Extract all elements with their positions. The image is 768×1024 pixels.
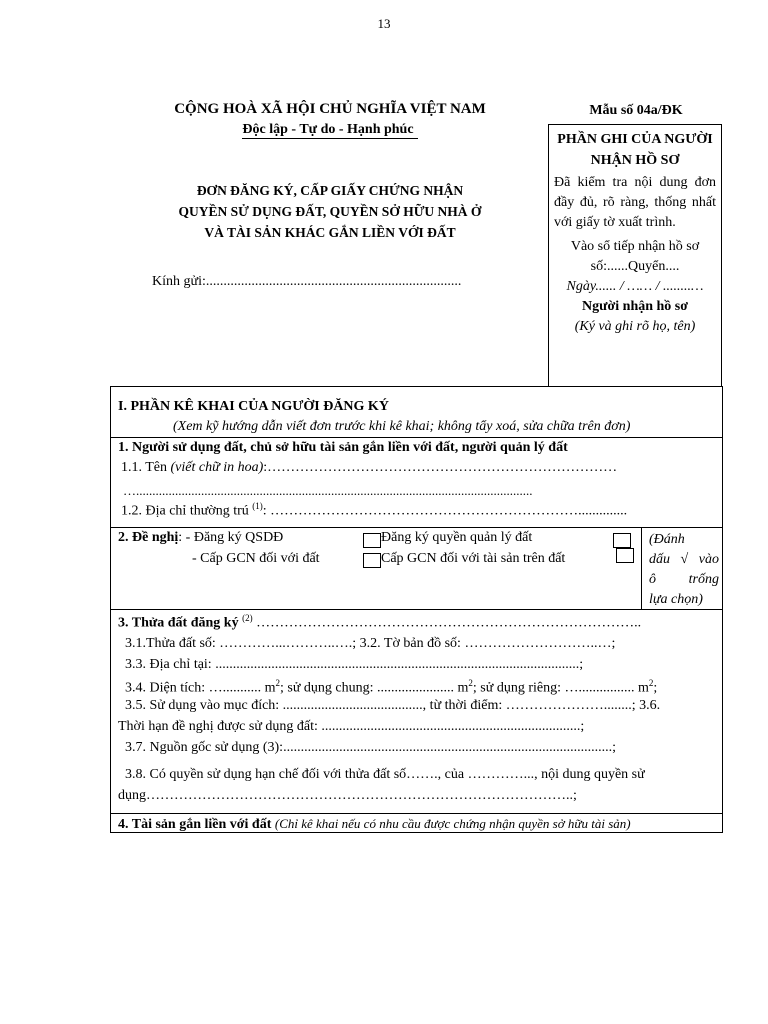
receiver-box-receiver-label: Người nhận hồ sơ <box>582 299 688 314</box>
receiver-box-title-line2: NHẬN HỒ SƠ <box>590 153 680 168</box>
address-label: 1.2. Địa chỉ thường trú <box>121 503 249 519</box>
restricted-rights-continuation[interactable]: dụng………………………………………………………………………………..; <box>118 788 577 803</box>
form-title-line1: ĐƠN ĐĂNG KÝ, CẤP GIẤY CHỨNG NHẬN <box>196 183 464 198</box>
checkbox-gcn-assets[interactable] <box>616 548 634 563</box>
area-shared-unit-exp: 2 <box>468 678 473 688</box>
land-use-term-row[interactable]: Thời hạn đề nghị được sử dụng đất: ..........................................................................; <box>118 719 585 734</box>
section4-row <box>118 816 631 833</box>
recipient-line[interactable]: Kính gửi:......................................................................... <box>152 274 462 289</box>
form-title-line3: VÀ TÀI SẢN KHÁC GẮN LIỀN VỚI ĐẤT <box>204 225 456 240</box>
receiver-box-register-line1: Vào sổ tiếp nhận hồ sơ <box>570 239 700 254</box>
option-register-qsdd-label: : - Đăng ký QSDĐ <box>178 530 284 545</box>
parcel-number-row[interactable]: 3.1.Thửa đất số: …………...………..….; 3.2. Tờ bản đồ số: ………………………..…; <box>125 636 616 651</box>
section2-side-note <box>649 530 719 610</box>
section1-name-row[interactable] <box>121 460 617 476</box>
divider-section1 <box>111 527 722 528</box>
form-code: Mẫu số 04a/ĐK <box>589 103 683 118</box>
parcel-area-row[interactable] <box>125 678 657 697</box>
receiver-box-checked-text: Đã kiểm tra nội dung đơn đầy đủ, rõ ràng, thống nhất với giấy tờ xuất trình. <box>554 175 716 230</box>
side-note-line4: lựa chọn) <box>649 592 703 607</box>
area-shared: ; sử dụng chung: ...................... m <box>280 680 469 696</box>
checkbox-gcn-land[interactable] <box>363 553 381 568</box>
form-title <box>130 180 530 243</box>
address-footnote: (1) <box>252 501 263 511</box>
area-total-unit-exp: 2 <box>275 678 280 688</box>
section3-title: 3. Thửa đất đăng ký <box>118 615 239 631</box>
area-private-unit-exp: 2 <box>648 678 654 688</box>
area-private: ; sử dụng riêng: …................ m <box>472 680 649 696</box>
divider-part1 <box>111 437 722 438</box>
nation-heading: CỘNG HOÀ XÃ HỘI CHỦ NGHĨA VIỆT NAM <box>174 101 486 117</box>
motto <box>130 122 530 138</box>
land-use-purpose-row[interactable]: 3.5. Sử dụng vào mục đích: ........................................, từ thời điểm: …………………........; 3.6. <box>125 698 661 713</box>
side-note-line2: dấu √ vào <box>649 552 719 567</box>
section3-footnote: (2) <box>242 613 253 623</box>
section3-title-dots: ……………………………………………………………………….. <box>252 615 642 631</box>
checkbox-register-management[interactable] <box>613 533 631 548</box>
section4-title: 4. Tài sản gắn liền với đất <box>118 817 272 832</box>
divider-section2 <box>111 609 722 610</box>
section2-title: 2. Đề nghị <box>118 530 179 545</box>
side-note-line1: (Đánh <box>649 532 685 547</box>
option-register-management-label: Đăng ký quyền quản lý đất <box>381 530 533 545</box>
option-gcn-assets-label: Cấp GCN đối với tài sản trên đất <box>381 551 566 566</box>
motto-text: Độc lập - Tự do - Hạnh phúc <box>242 122 417 139</box>
section4-note: (Chỉ kê khai nếu có nhu cầu được chứng nhận quyền sở hữu tài sản) <box>274 816 631 831</box>
restricted-rights-row[interactable]: 3.8. Có quyền sử dụng hạn chế đối với thửa đất số……., của …………..., nội dung quyền sử <box>125 767 645 782</box>
receiver-box-register-line2: số:......Quyển.... <box>590 259 680 274</box>
area-total: 3.4. Diện tích: …........... m <box>125 680 276 696</box>
section2-side-divider <box>641 527 642 609</box>
parcel-address-row[interactable]: 3.3. Địa chỉ tại: ........................................................................................................; <box>125 657 584 672</box>
section1-address-row[interactable] <box>121 501 627 520</box>
side-note-line3: ô trống <box>649 572 719 587</box>
receiver-box-date-dots: ...... / …… / ........… <box>595 279 704 294</box>
section2-row1 <box>118 530 283 546</box>
receiver-box-date <box>554 277 716 297</box>
part1-title: I. PHẦN KÊ KHAI CỦA NGƯỜI ĐĂNG KÝ <box>118 399 389 414</box>
area-end: ; <box>653 680 658 696</box>
checkbox-register-qsdd[interactable] <box>363 533 381 548</box>
option-gcn-land-label: - Cấp GCN đối với đất <box>192 551 320 566</box>
name-hint: (viết chữ in hoa) <box>170 460 264 475</box>
name-label: 1.1. Tên <box>121 460 168 475</box>
receiver-box <box>548 124 722 387</box>
part1-note: (Xem kỹ hướng dẫn viết đơn trước khi kê khai; không tẩy xoá, sửa chữa trên đơn) <box>173 419 631 434</box>
page-number: 13 <box>377 16 391 31</box>
land-origin-row[interactable]: 3.7. Nguồn gốc sử dụng (3):..............................................................................................; <box>125 740 616 755</box>
receiver-box-date-label: Ngày <box>566 279 596 294</box>
form-title-line2: QUYỀN SỬ DỤNG ĐẤT, QUYỀN SỞ HỮU NHÀ Ở <box>178 204 482 219</box>
receiver-box-title-line1: PHẦN GHI CỦA NGƯỜI <box>557 132 713 147</box>
name-dots: :………………………………………………………………… <box>263 460 618 475</box>
divider-section3 <box>111 813 722 814</box>
registration-form-table <box>110 386 723 833</box>
address-dots: : ………………………………………………………….............. <box>262 503 628 519</box>
section1-name-continuation[interactable]: ….......................................................................................................................... <box>123 483 533 498</box>
receiver-box-receiver-note: (Ký và ghi rõ họ, tên) <box>574 319 696 334</box>
section1-title: 1. Người sử dụng đất, chủ sở hữu tài sản gắn liền với đất, người quản lý đất <box>118 440 568 455</box>
section3-title-row <box>118 613 641 632</box>
